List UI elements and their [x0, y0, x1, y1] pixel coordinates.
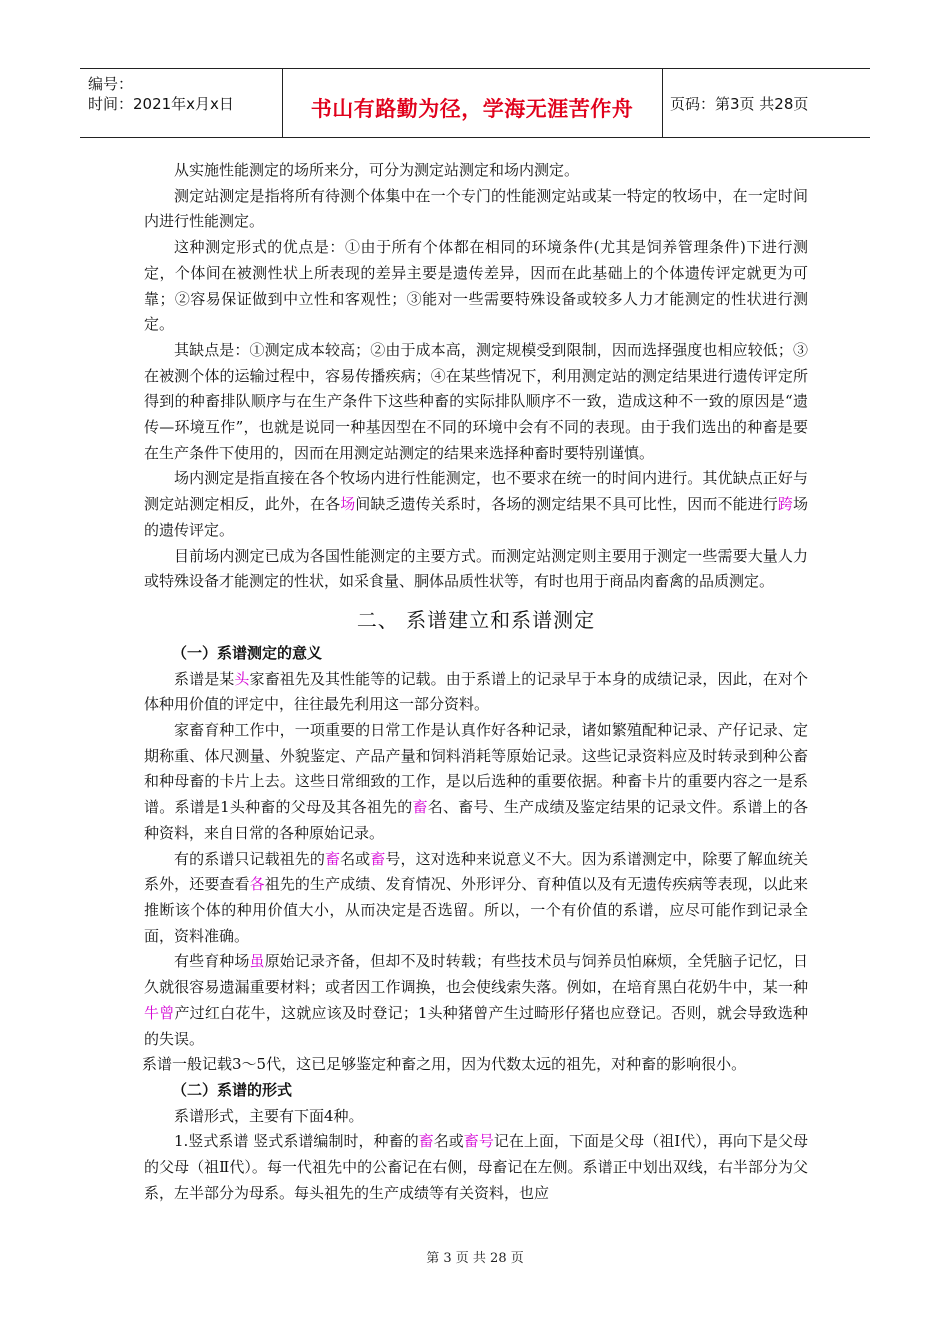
section-title: 二、 系谱建立和系谱测定: [356, 607, 596, 632]
paragraph: 系谱形式，主要有下面4种。: [174, 1106, 364, 1125]
subsection-title: （二）系谱的形式: [172, 1080, 293, 1099]
paragraph: [144, 466, 808, 543]
highlight-text: 畜号: [463, 1132, 494, 1151]
text-run: 间缺乏遗传关系时，各场的测定结果不具可比性，因而不能进行: [355, 495, 778, 514]
paragraph: [144, 1129, 808, 1206]
header-motto-cell: [282, 69, 663, 137]
highlight-text: 虽: [249, 952, 265, 971]
paragraph: [144, 718, 808, 847]
header-page-cell: [662, 69, 870, 137]
highlight-text: 场: [340, 495, 356, 514]
highlight-text: 畜: [370, 849, 386, 868]
page-header: [80, 68, 870, 138]
date-label: 时间：2021年x月x日: [88, 95, 234, 113]
text-run: 家畜祖先及其性能等的记载。由于系谱上的记录早于本身的成绩记录，因此，在对个体种用价值的评定中，往往最先利用这一部分资料。: [144, 669, 808, 714]
text-run: 系谱是某: [174, 669, 235, 688]
highlight-text: 跨: [777, 495, 793, 514]
document-body: [144, 158, 808, 1206]
paragraph: 系谱一般记载3～5代，这已足够鉴定种畜之用，因为代数太远的祖先，对种畜的影响很小。: [142, 1055, 747, 1074]
paragraph: [144, 667, 808, 718]
highlight-text: 畜: [412, 798, 428, 817]
paragraph: [144, 847, 808, 950]
text-run: 名、畜号、生产成绩及鉴定结果的记录文件。系谱上的各种资料，来自日常的各种原始记录。: [144, 798, 808, 842]
header-info-cell: [80, 69, 283, 137]
page-footer: 第 3 页 共 28 页: [426, 1251, 524, 1266]
text-run: 场内测定是指直接在各个牧场内进行性能测定，也不要求在统一的时间内进行。其优缺点正好与测定站测定相反，此外，在各: [144, 469, 808, 514]
highlight-text: 畜: [324, 849, 341, 868]
paragraph: 目前场内测定已成为各国性能测定的主要方式。而测定站测定则主要用于测定一些需要大量人力或特殊设备才能测定的性状，如采食量、胴体品质性状等，有时也用于商品肉畜禽的品质测定。: [144, 546, 808, 591]
text-run: 产过红白花牛，这就应该及时登记；1头种猪曾产生过畸形仔猪也应登记。否则，就会导致选种的失误。: [144, 1003, 808, 1048]
text-run: 1.竖式系谱 竖式系谱编制时，种畜的: [174, 1132, 419, 1151]
paragraph: [144, 949, 808, 1052]
text-run: 名或: [340, 849, 371, 868]
text-run: 记在上面，下面是父母（祖Ⅰ代），再向下是父母的父母（祖Ⅱ代）。每一代祖先中的公畜记在右侧，母畜记在左侧。系谱正中划出双线，右半部分为父系，左半部分为母系。每头祖先的生产成绩等有关资料，也应: [144, 1132, 808, 1202]
highlight-text: 畜: [418, 1132, 434, 1151]
text-run: 有些育种场: [174, 952, 250, 971]
page-code: 页码：第3页 共28页: [670, 95, 809, 113]
paragraph: 这种测定形式的优点是：①由于所有个体都在相同的环境条件(尤其是饲养管理条件)下进行测定，个体间在被测性状上所表现的差异主要是遗传差异，因而在此基础上的个体遗传评定就更为可靠；②容易保证做到中立性和客观性；③能对一些需要特殊设备或较多人力才能测定的性状进行测定。: [144, 238, 808, 334]
text-run: 有的系谱只记载祖先的: [174, 849, 325, 868]
paragraph: 测定站测定是指将所有待测个体集中在一个专门的性能测定站或某一特定的牧场中，在一定时间内进行性能测定。: [144, 186, 808, 231]
subsection-title: （一）系谱测定的意义: [172, 643, 323, 662]
text-run: 原始记录齐备，但却不及时转载；有些技术员与饲养员怕麻烦，全凭脑子记忆，日久就很容易遗漏重要材料；或者因工作调换，也会使线索失落。例如，在培育黑白花奶牛中，某一种: [144, 952, 808, 997]
text-run: 场的遗传评定。: [144, 495, 808, 539]
number-label: 编号：: [88, 75, 134, 93]
text-run: 号，这对选种来说意义不大。因为系谱测定中，除要了解血统关系外，还要查看: [144, 849, 808, 894]
text-run: 祖先的生产成绩、发育情况、外形评分、育种值以及有无遗传疾病等表现，以此来推断该个体的种用价值大小，从而决定是否选留。所以，一个有价值的系谱，应尽可能作到记录全面，资料准确。: [144, 875, 808, 945]
text-run: 家畜育种工作中，一项重要的日常工作是认真作好各种记录，诸如繁殖配种记录、产仔记录、定期称重、体尺测量、外貌鉴定、产品产量和饲料消耗等原始记录。这些记录资料应及时转录到种公畜和种母畜的卡片上去。这些日常细致的工作，是以后选种的重要依据。种畜卡片的重要内容之一是系谱。系谱是1头种畜的父母及其各祖先的: [144, 721, 808, 817]
motto: 书山有路勤为径，学海无涯苦作舟: [310, 97, 634, 121]
paragraph: 从实施性能测定的场所来分，可分为测定站测定和场内测定。: [174, 161, 580, 179]
highlight-text: 头: [234, 669, 250, 688]
paragraph: 其缺点是：①测定成本较高；②由于成本高，测定规模受到限制，因而选择强度也相应较低；③在被测个体的运输过程中，容易传播疾病；④在某些情况下，利用测定站的测定结果进行遗传评定所得到的种畜排队顺序与在生产条件下这些种畜的实际排队顺序不一致，造成这种不一致的原因是“遗传—环境互作”，也就是说同一种基因型在不同的环境中会有不同的表现。由于我们选出的种畜是要在生产条件下使用的，因而在用测定站测定的结果来选择种畜时要特别谨慎。: [144, 340, 808, 462]
highlight-text: 各: [249, 875, 265, 894]
highlight-text: 牛曾: [144, 1003, 175, 1022]
text-run: 名或: [433, 1132, 464, 1151]
